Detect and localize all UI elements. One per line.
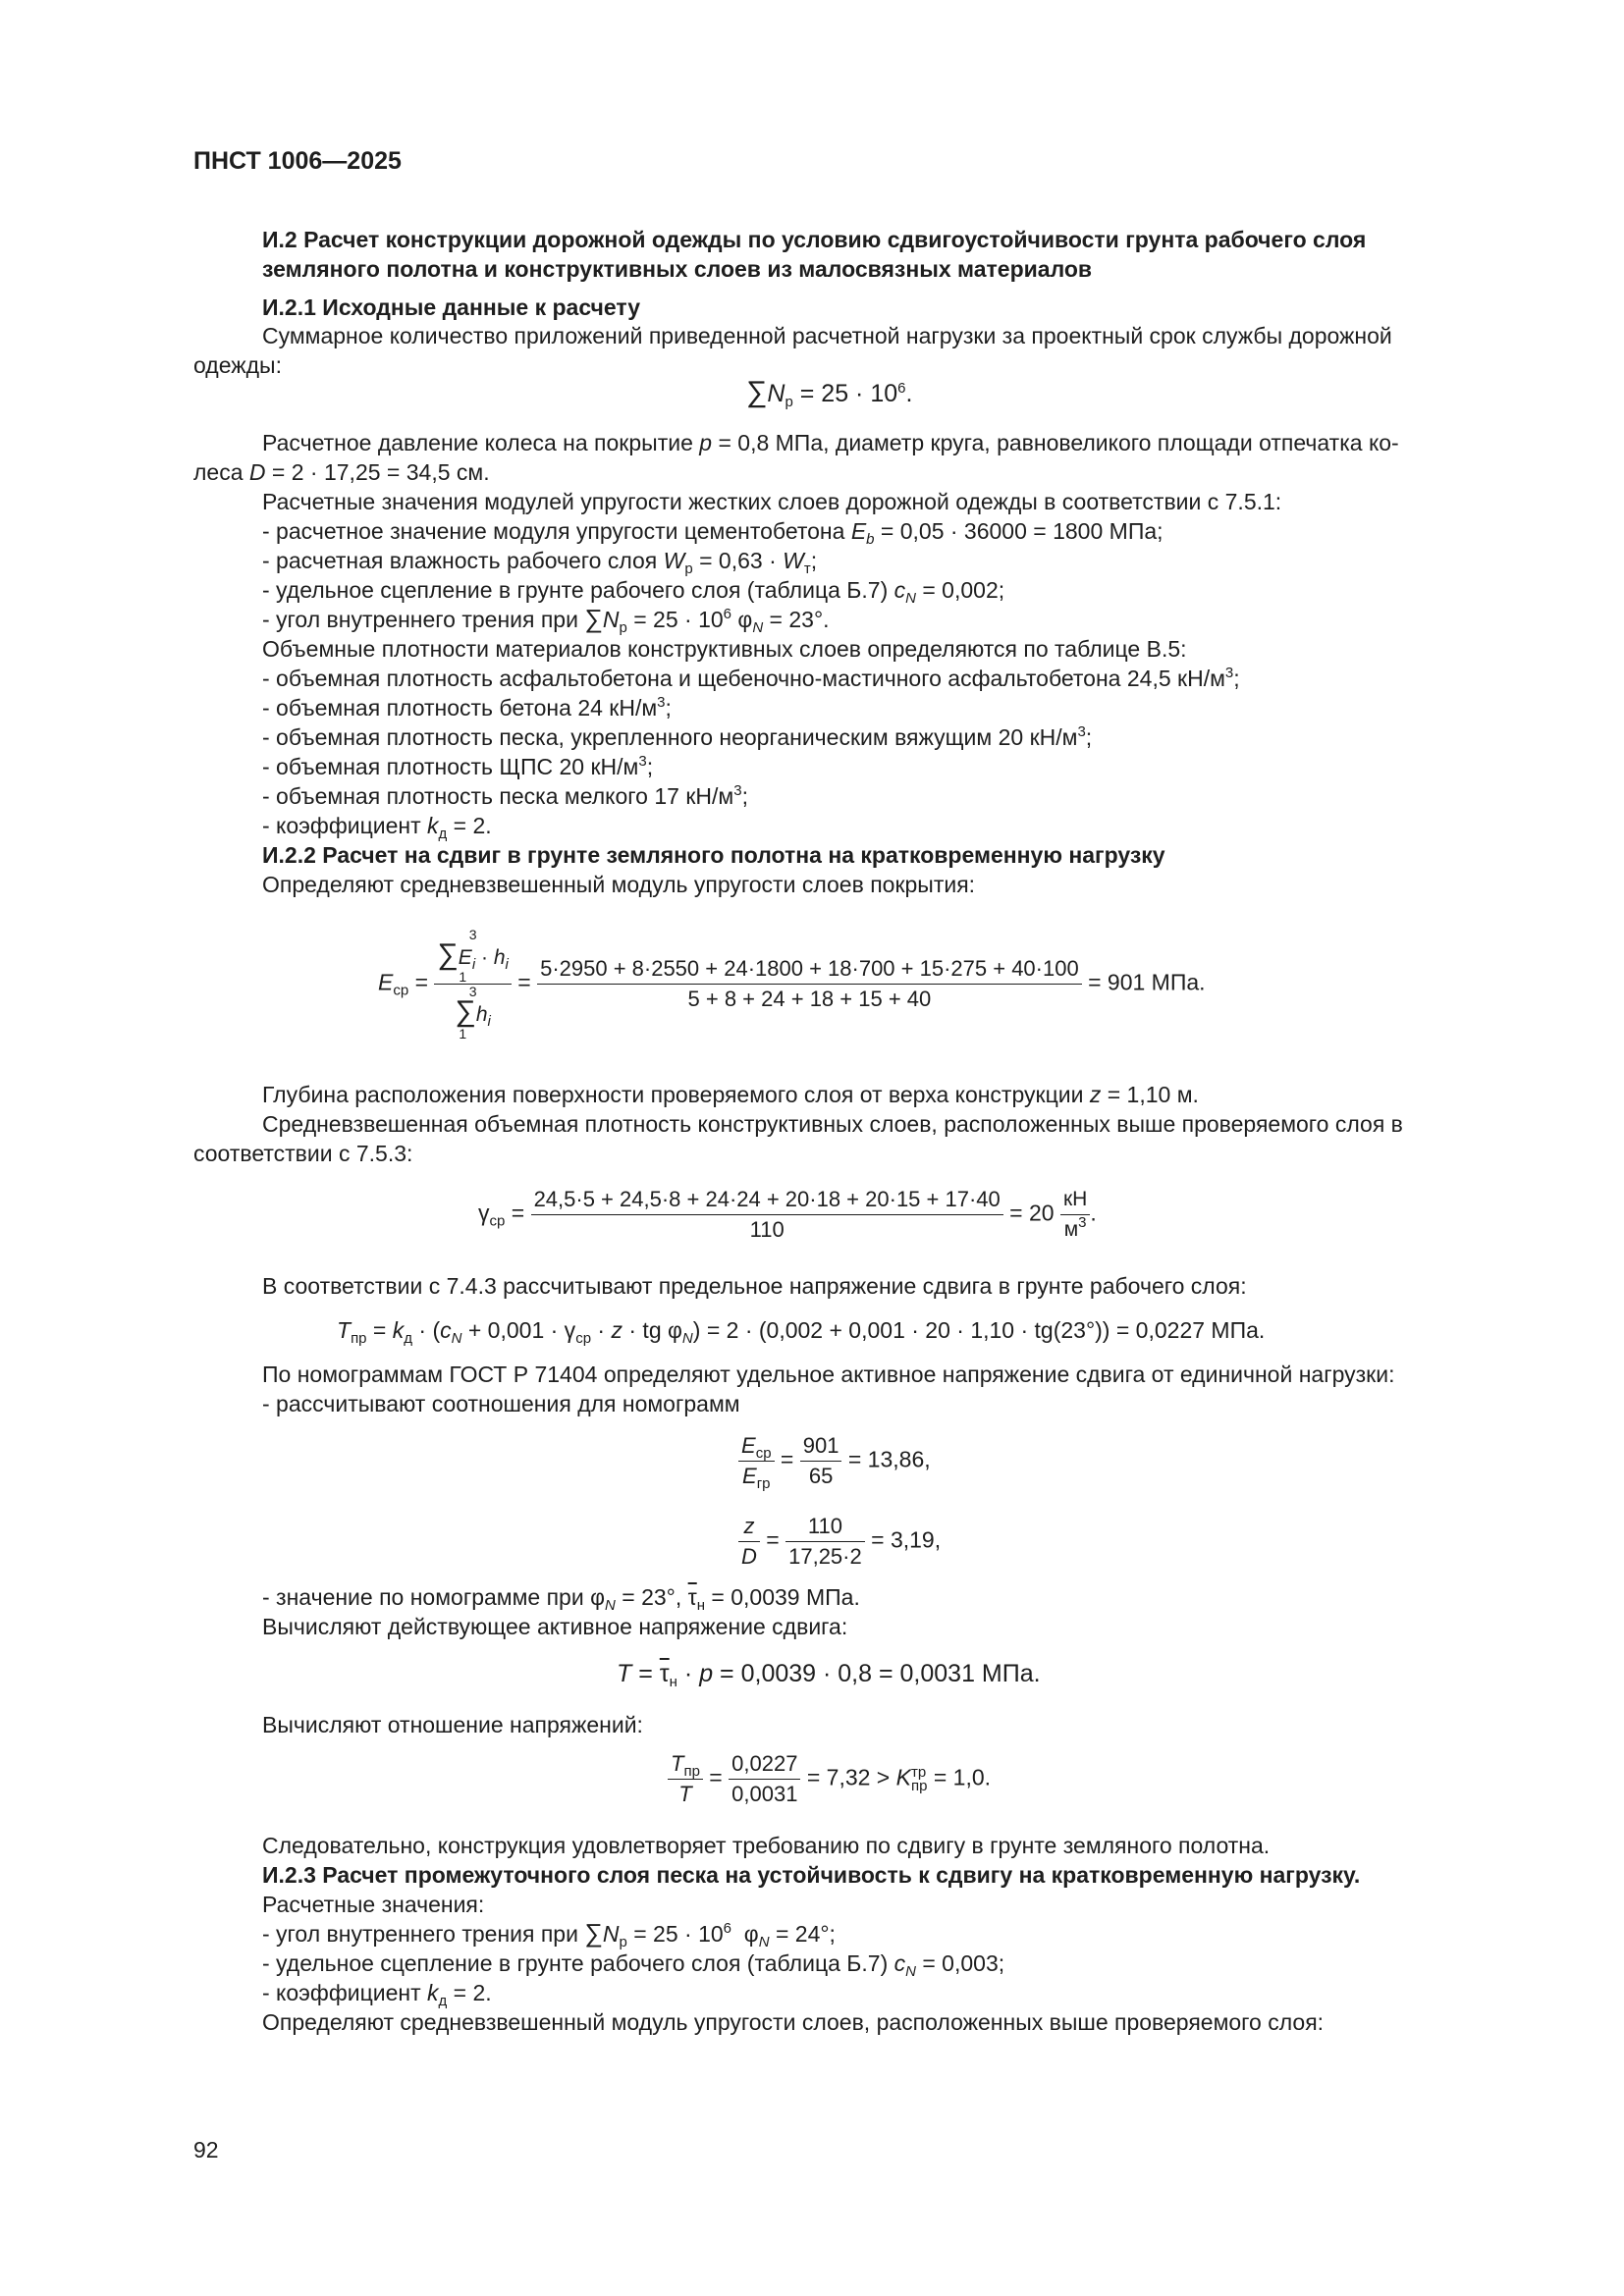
paragraph: Расчетное давление колеса на покрытие p = 0,8 МПа, диаметр круга, равновеликого площади отпечатка ко- (262, 430, 1399, 455)
formula-sum-np: $\sum N_р = 25 \cdot 10^6$. (746, 376, 913, 410)
paragraph: Определяют средневзвешенный модуль упругости слоев покрытия: (262, 872, 976, 897)
paragraph: соответствии с 7.5.3: (193, 1141, 413, 1166)
list-item: - коэффициент $k_д = 2$. (262, 1980, 492, 2009)
subsection-title-2-3: И.2.3 Расчет промежуточного слоя песка на устойчивость к сдвигу на кратковременную нагрузку. (262, 1862, 1361, 1888)
paragraph: одежды: (193, 352, 282, 378)
section-heading-line2: земляного полотна и конструктивных слоев из малосвязных материалов (262, 256, 1093, 282)
paragraph: Расчетные значения модулей упругости жестких слоев дорожной одежды в соответствии с 7.5.1: (262, 489, 1282, 514)
formula-gamma-sr: $\gamma_{ср}$ = $\frac{24,5\cdot 5 + 24,5\cdot 8 + 24\cdot 24 + 20\cdot 18 + 20\cdot 15 + 17\cdot 40}{110}$ = 20 $\frac{кН}{м^3}$ . (478, 1187, 1097, 1242)
paragraph: Объемные плотности материалов конструктивных слоев определяются по таблице В.5: (262, 636, 1187, 662)
list-item: - расчетная влажность рабочего слоя $W_р = 0,63 \cdot W_т$; (262, 548, 818, 577)
paragraph: Средневзвешенная объемная плотность конструктивных слоев, расположенных выше проверяемого слоя в (262, 1111, 1403, 1137)
list-item: - объемная плотность ЩПС 20 $кН/м^3$; (262, 753, 654, 779)
list-item: - объемная плотность песка, укрепленного неорганическим вяжущим 20 $кН/м^3$; (262, 723, 1093, 750)
paragraph: Определяют средневзвешенный модуль упругости слоев, расположенных выше проверяемого слоя: (262, 2009, 1325, 2035)
paragraph: Суммарное количество приложений приведенной расчетной нагрузки за проектный срок службы дорожной (262, 323, 1392, 348)
list-item: - рассчитывают соотношения для номограмм (262, 1391, 740, 1416)
subsection-title-2-2: И.2.2 Расчет на сдвиг в грунте земляного полотна на кратковременную нагрузку (262, 842, 1165, 868)
paragraph: Глубина расположения поверхности проверяемого слоя от верха конструкции z = 1,10 м. (262, 1082, 1199, 1107)
formula-t: $T = \overline{\tau}_н \cdot p = 0,0039 \cdot 0,8 = 0,0031$ МПа. (617, 1660, 1041, 1690)
list-item: - объемная плотность бетона 24 $кН/м^3$; (262, 694, 672, 721)
list-item: - значение по номограмме при $\varphi_N = 23^\circ$, $\overline{\tau}_н = 0,0039$ МПа. (262, 1584, 860, 1614)
list-item: - угол внутреннего трения при $\sum N_р = 25 \cdot 10^6$ $\varphi_N = 24^\circ$; (262, 1918, 836, 1950)
paragraph: По номограммам ГОСТ Р 71404 определяют удельное активное напряжение сдвига от единичной нагрузки: (262, 1362, 1395, 1387)
formula-t-pr: $T_{пр} = k_д \cdot (c_N + 0,001 \cdot \gamma_{ср} \cdot z$ · tg $\varphi_N) = 2 \cdot (0,002 + 0,001 \cdot 20 \cdot 1,10 \cdot tg(23^\circ)) = 0,0227$ МПа. (337, 1317, 1266, 1347)
list-item: - коэффициент $k_д = 2$. (262, 813, 492, 842)
paragraph: Вычисляют действующее активное напряжение сдвига: (262, 1614, 848, 1639)
list-item: - расчетное значение модуля упругости цементобетона $E_b = 0,05 \cdot 36000 = 1800$ МПа; (262, 518, 1164, 548)
page-number: 92 (193, 2137, 219, 2163)
formula-ratio-e: $\frac{E_{ср}}{E_{гр}}$ = $\frac{901}{65}$ = 13,86, (738, 1431, 931, 1491)
paragraph: В соответствии с 7.4.3 рассчитывают предельное напряжение сдвига в грунте рабочего слоя: (262, 1273, 1247, 1299)
formula-ratio-t: $\frac{T_{пр}}{T}$ = $\frac{0,0227}{0,0031}$ = 7,32 > K тр пр = 1,0. (668, 1749, 991, 1809)
list-item: - объемная плотность асфальтобетона и щебеночно-мастичного асфальтобетона 24,5 $кН/м^3$; (262, 665, 1240, 691)
paragraph: леса D = 2 · 17,25 = 34,5 см. (193, 459, 490, 485)
paragraph: Вычисляют отношение напряжений: (262, 1712, 643, 1737)
list-item: - угол внутреннего трения при $\sum N_р = 25 \cdot 10^6$ $\varphi_N = 23^\circ$. (262, 604, 830, 636)
formula-e-sr: $E_{ср}$ = 3 $\sum E_i \cdot h_i$ 1 3 $\sum h_i$ 1 = $\frac{5\cdot 2950 + 8\cdot 2550 + 24\cdot 1800 + 18\cdot 700 + 15\cdot 275 + 40\cdot 100}{5 + 8 + 24 + 18 + 15 + 40}$ = 901 МПа. (378, 927, 1206, 1041)
list-item: - объемная плотность песка мелкого 17 $кН/м^3$; (262, 782, 748, 809)
subsection-title-2-1: И.2.1 Исходные данные к расчету (262, 294, 640, 320)
list-item: - удельное сцепление в грунте рабочего слоя (таблица Б.7) $c_N = 0,002$; (262, 577, 1005, 607)
formula-ratio-zd: $\frac{z}{D}$ = $\frac{110}{17,25\cdot 2}$ = 3,19, (738, 1512, 941, 1572)
paragraph: Следовательно, конструкция удовлетворяет требованию по сдвигу в грунте земляного полотна. (262, 1833, 1271, 1858)
list-item: - удельное сцепление в грунте рабочего слоя (таблица Б.7) $c_N = 0,003$; (262, 1950, 1005, 1980)
doc-code: ПНСТ 1006—2025 (193, 147, 402, 175)
section-heading-line1: И.2 Расчет конструкции дорожной одежды по условию сдвигоустойчивости грунта рабочего слоя (262, 227, 1367, 252)
paragraph: Расчетные значения: (262, 1892, 485, 1917)
